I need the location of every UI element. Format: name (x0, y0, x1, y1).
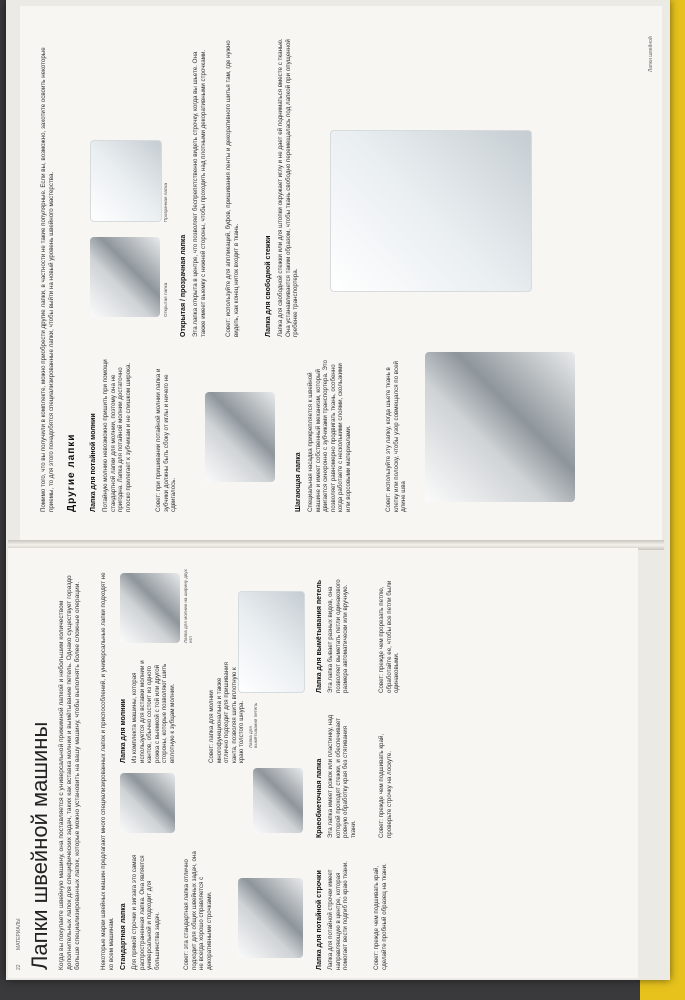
chapter-intro: Когда вы покупаете швейную машину, она поставляется с универсальной прижимной лапкой и небольшим количеством дополнительных лапок для специфических задач, таких как вставка молнии и вымётывание петель. Однако существует гораздо больше специализированных лапок, которые можно установить на вашу машину, чтобы выполнять более сложные операции. (58, 575, 81, 970)
zipper-foot-text-left: Из комплекта машины, которая используется для вставки молнии и кантов, обычно состоит из одного рожка с выемкой с той или другой стороны, которые позволяют шить вплотную к зубцам молнии. (131, 660, 176, 763)
section-title: Другие лапки (66, 433, 77, 512)
zipper-foot-heading-left: Лапка для молнии (120, 699, 127, 763)
free-motion-foot-text: Лапка для свободной стежки или для штопки окружает иглу и не дает ей подниматься вместе с тканью. Она устанавливается таким образом, чтобы ткань свободно перемещалась под лапкой при опущенной гребенке транспортера. (277, 38, 300, 337)
clear-foot-photo (90, 140, 162, 222)
buttonhole-foot-text: Эта лапка бывает разных видов, она позволяет выметать петли одинакового размера автоматически или вручную. (327, 579, 350, 693)
zipper-foot-tip: Совет: при пришивании потайной молнии лапка и зубчики должны быть сбоку от иглы и ничего не сдвигалось. (155, 368, 178, 512)
buttonhole-caption: Лапка для вымётывания петель (248, 702, 258, 748)
narrow-zipper-caption: Лапка для молнии на ширину двух игл (183, 569, 193, 643)
zipper-foot-tip-left: Совет: лапка для молнии многофункциональна и также отлично подходит для пришивания канта, позволяя шить вплотную к краю толстого шнура. (208, 662, 246, 763)
open-foot-caption: Открытая лапка (163, 282, 168, 317)
narrow-zipper-foot-photo (120, 573, 180, 643)
standard-foot-photo (238, 878, 303, 958)
blind-hem-foot-heading: Лапка для потайной строчки (316, 870, 323, 970)
section-label: МАТЕРИАЛЫ (16, 918, 22, 950)
standard-foot-tip: Совет: эта стандартная лапка отлично подходит для общих швейных задач, она не всегда хорошо справляется с декоративными строчками. (183, 851, 213, 970)
buttonhole-foot-tip: Совет: прежде чем прорезать петлю, обработайте ее, чтобы все петли были одинаковыми. (378, 580, 401, 693)
blind-hem-foot-text: Лапка для потайной строчки имеет направляющую в центре, которая помогает вести подгиб по краю ткани. (327, 860, 350, 970)
open-foot-photo (90, 237, 160, 317)
free-motion-foot-heading: Лапка для свободной стежки (265, 235, 272, 337)
buttonhole-foot-heading: Лапка для вымётывания петель (316, 580, 323, 693)
overcast-foot-tip: Совет: прежде чем подшивать край, проверьте строчку на лоскуте. (378, 733, 393, 838)
chapter-paragraph: Некоторые марки швейных машин предлагают много специализированных лапок и приспособлений, и универсальные лапки подходят не ко всем машинам. (100, 572, 115, 970)
chapter-title: Лапки швейной машины (27, 721, 52, 970)
zipper-foot-photo (120, 773, 175, 833)
walking-foot-photo (425, 352, 575, 502)
overcast-foot-text: Эта лапка имеет рожок или пластинку, над которой проходят стежки, и обеспечивает ровную обработку края без стягивания ткани. (327, 714, 357, 838)
free-motion-foot-photo (330, 130, 532, 292)
standard-foot-text: Для прямой строчки и зигзага это самая распространенная лапка. Она является универсальной и подходит для большинства задач. (131, 854, 161, 970)
clear-foot-caption: Прозрачная лапка (163, 182, 168, 222)
overcast-foot-photo (253, 768, 303, 833)
walking-foot-tip: Совет: используйте эту лапку, когда шьете ткань в клетку или полоску, чтобы узор совмещался по всей длине шва (385, 361, 408, 512)
open-foot-tip: Совет: используйте для аппликаций, буфов, пришивания ленты и декоративного шитья там, где нужно видеть, как конец ниток входит в ткань. (225, 40, 240, 337)
page-number: 22 (16, 964, 22, 970)
walking-foot-heading: Шагающая лапка (295, 452, 302, 512)
invisible-zipper-foot-photo (205, 392, 275, 482)
zipper-foot-heading: Лапка для потайной молнии (90, 413, 97, 512)
open-foot-heading: Открытая / прозрачная лапка (180, 234, 187, 337)
zipper-foot-text: Потайную молнию невозможно пришить при помощи стандартной лапки для молнии, поэтому она не пригодна. Лапка для потайной молнии достаточно плоско прилегает к зубчикам и не слишком широка. (102, 359, 132, 512)
walking-foot-text: Специальная насадка прикрепляется к швейной машине и имеет собственный механизм, который двигается синхронно с зубчиками транспортера. Это позволяет равномерно продвигать ткань, особенно когда работаете с несколькими слоями, скользкими или ворсовыми материалами. (307, 360, 352, 512)
open-foot-text: Эта лапка открыта в центре, что позволяет беспрепятственно видеть строчку, когда вы шьете. Она также имеет выемку с нижней стороны, чтобы проходить над плотными декоративными строчками. (192, 49, 207, 337)
left-page-content (8, 548, 638, 978)
running-head: Лапки швейной (648, 36, 654, 72)
overcast-foot-heading: Краеобметочная лапка (316, 758, 323, 838)
buttonhole-foot-photo (238, 591, 305, 693)
left-page (8, 548, 638, 978)
right-page-content (20, 6, 662, 542)
standard-foot-heading: Стандартная лапка (120, 903, 127, 970)
right-page (20, 6, 662, 542)
blind-hem-foot-tip: Совет: прежде чем подшивать край, сделайте пробный образец на ткани. (373, 863, 388, 970)
intro-paragraph: Помимо того, что вы получили в комплекте, можно приобрести другие лапки, в частности не такие популярные. Если вы, возможно, захотите освоить некоторые приемы, то для этого понадобятся специализированные лапки, чтобы выйти на новый уровень швейного мастерства. (40, 47, 55, 512)
